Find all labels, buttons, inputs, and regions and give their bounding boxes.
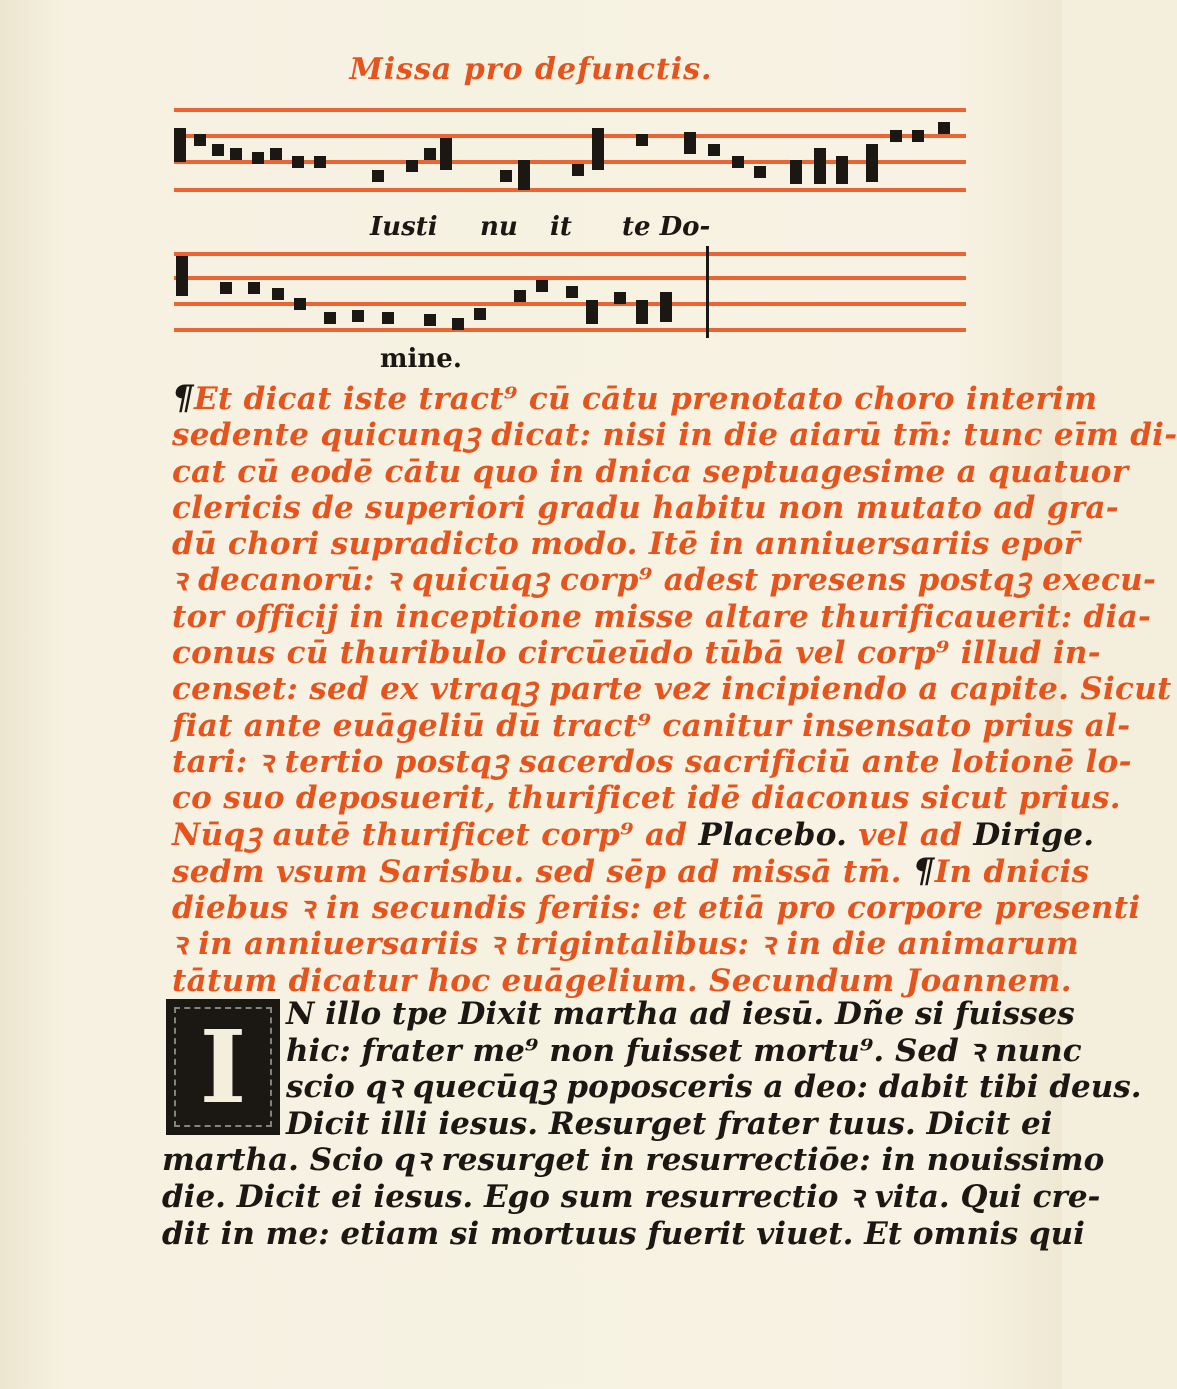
neume [636, 134, 648, 146]
neume [660, 292, 672, 322]
pilcrow-mark: ¶ [912, 850, 935, 891]
neume [272, 288, 284, 300]
rubric-line: ¶Et dicat iste tract⁹ cū cātu prenotato choro interim [172, 378, 1098, 418]
neume [294, 298, 306, 310]
neume [866, 144, 878, 182]
neume [314, 156, 326, 168]
neume [424, 148, 436, 160]
neume [292, 156, 304, 168]
clef-mark [174, 128, 186, 162]
decorated-initial: I [166, 999, 280, 1135]
rubric-text [172, 378, 1177, 999]
neume [424, 314, 436, 326]
neume [586, 300, 598, 324]
neume [592, 128, 604, 170]
incipit-placebo: Placebo. [698, 816, 848, 853]
rubric-line: tor officij in inceptione misse altare thurificauerit: dia- [172, 598, 1152, 635]
neume [514, 290, 526, 302]
lyric-syllable: te Do- [622, 212, 711, 242]
music-staff-2 [174, 252, 966, 344]
gospel-line: dit in me: etiam si mortuus fuerit viuet. Et omnis qui [162, 1215, 1085, 1252]
rubric-line: sedm vsum Sarisbu. sed sēp ad missā tm̄. ¶In dnicis [172, 850, 1090, 891]
neume [252, 152, 264, 164]
neume [474, 308, 486, 320]
neume [684, 132, 696, 154]
pilcrow-mark: ¶ [172, 378, 194, 418]
neume [452, 318, 464, 330]
gospel-line: die. Dicit ei iesus. Ego sum resurrectio ꝛ vita. Qui cre- [162, 1178, 1101, 1215]
lyric-syllable: Iusti [370, 212, 438, 242]
rubric-line: cat cū eodē cātu quo in dnica septuagesime a quatuor [172, 453, 1129, 490]
neume [352, 310, 364, 322]
gospel-text [162, 996, 1142, 1252]
rubric-line: ꝛ decanorū: ꝛ quicūqꝫ corp⁹ adest presens postqꝫ execu- [172, 562, 1157, 599]
neume [754, 166, 766, 178]
lyric-syllable: mine. [380, 344, 462, 374]
neume [212, 144, 224, 156]
neume [406, 160, 418, 172]
neume [382, 312, 394, 324]
neume [614, 292, 626, 304]
gospel-line: Dicit illi iesus. Resurget frater tuus. Dicit ei [286, 1105, 1053, 1142]
neume [912, 130, 924, 142]
neume [814, 148, 826, 184]
neume [440, 138, 452, 170]
neume [572, 164, 584, 176]
neume [230, 148, 242, 160]
running-head: Missa pro defunctis. [349, 52, 713, 87]
clef-mark [176, 256, 188, 296]
music-staff-1 [174, 108, 966, 200]
rubric-line: conus cū thuribulo circūeūdo tūbā vel corp⁹ illud in- [172, 635, 1101, 672]
rubric-line: ꝛ in anniuersariis ꝛ trigintalibus: ꝛ in die animarum [172, 926, 1079, 963]
gospel-line: N illo tpe Dixit martha ad iesū. Dñe si fuisses [286, 996, 1075, 1032]
neume [566, 286, 578, 298]
rubric-line: tātum dicatur hoc euāgelium. Secundum Joannem. [172, 962, 1072, 999]
neume [372, 170, 384, 182]
neume [732, 156, 744, 168]
gospel-line: martha. Scio qꝛ resurget in resurrectiōe: in nouissimo [162, 1142, 1105, 1179]
bar-line [706, 246, 709, 338]
neume [518, 160, 530, 190]
neume [220, 282, 232, 294]
neume [194, 134, 206, 146]
lyric-syllable: nu [480, 212, 518, 242]
gospel-line: hic: frater me⁹ non fuisset mortu⁹. Sed ꝛ nunc [286, 1032, 1082, 1069]
neume [890, 130, 902, 142]
neume [500, 170, 512, 182]
rubric-line: censet: sed ex vtraqꝫ parte vez incipiendo a capite. Sicut [172, 671, 1172, 708]
rubric-line: dū chori supradicto modo. Itē in anniuersariis epor̄ [172, 526, 1081, 563]
lyric-syllable: it [550, 212, 572, 242]
neume [836, 156, 848, 184]
rubric-line: Nūqꝫ autē thurificet corp⁹ ad Placebo. vel ad Dirige. [172, 816, 1095, 853]
gospel-line: scio qꝛ quecūqꝫ poposceris a deo: dabit tibi deus. [286, 1069, 1142, 1106]
neume [636, 300, 648, 324]
rubric-line: sedente quicunqꝫ dicat: nisi in die aiarū tm̄: tunc eīm di- [172, 417, 1177, 454]
neume [270, 148, 282, 160]
rubric-line: co suo deposuerit, thurificet idē diaconus sicut prius. [172, 780, 1121, 817]
neume [536, 280, 548, 292]
rubric-line: fiat ante euāgeliū dū tract⁹ canitur insensato prius al- [172, 707, 1131, 744]
rubric-line: diebus ꝛ in secundis feriis: et etiā pro corpore presenti [172, 890, 1141, 927]
neume [790, 160, 802, 184]
neume [708, 144, 720, 156]
incipit-dirige: Dirige. [973, 816, 1095, 853]
rubric-line: tari: ꝛ tertio postqꝫ sacerdos sacrificiū ante lotionē lo- [172, 743, 1132, 780]
neume [248, 282, 260, 294]
rubric-line: clericis de superiori gradu habitu non mutato ad gra- [172, 489, 1119, 526]
neume [324, 312, 336, 324]
neume [938, 122, 950, 134]
